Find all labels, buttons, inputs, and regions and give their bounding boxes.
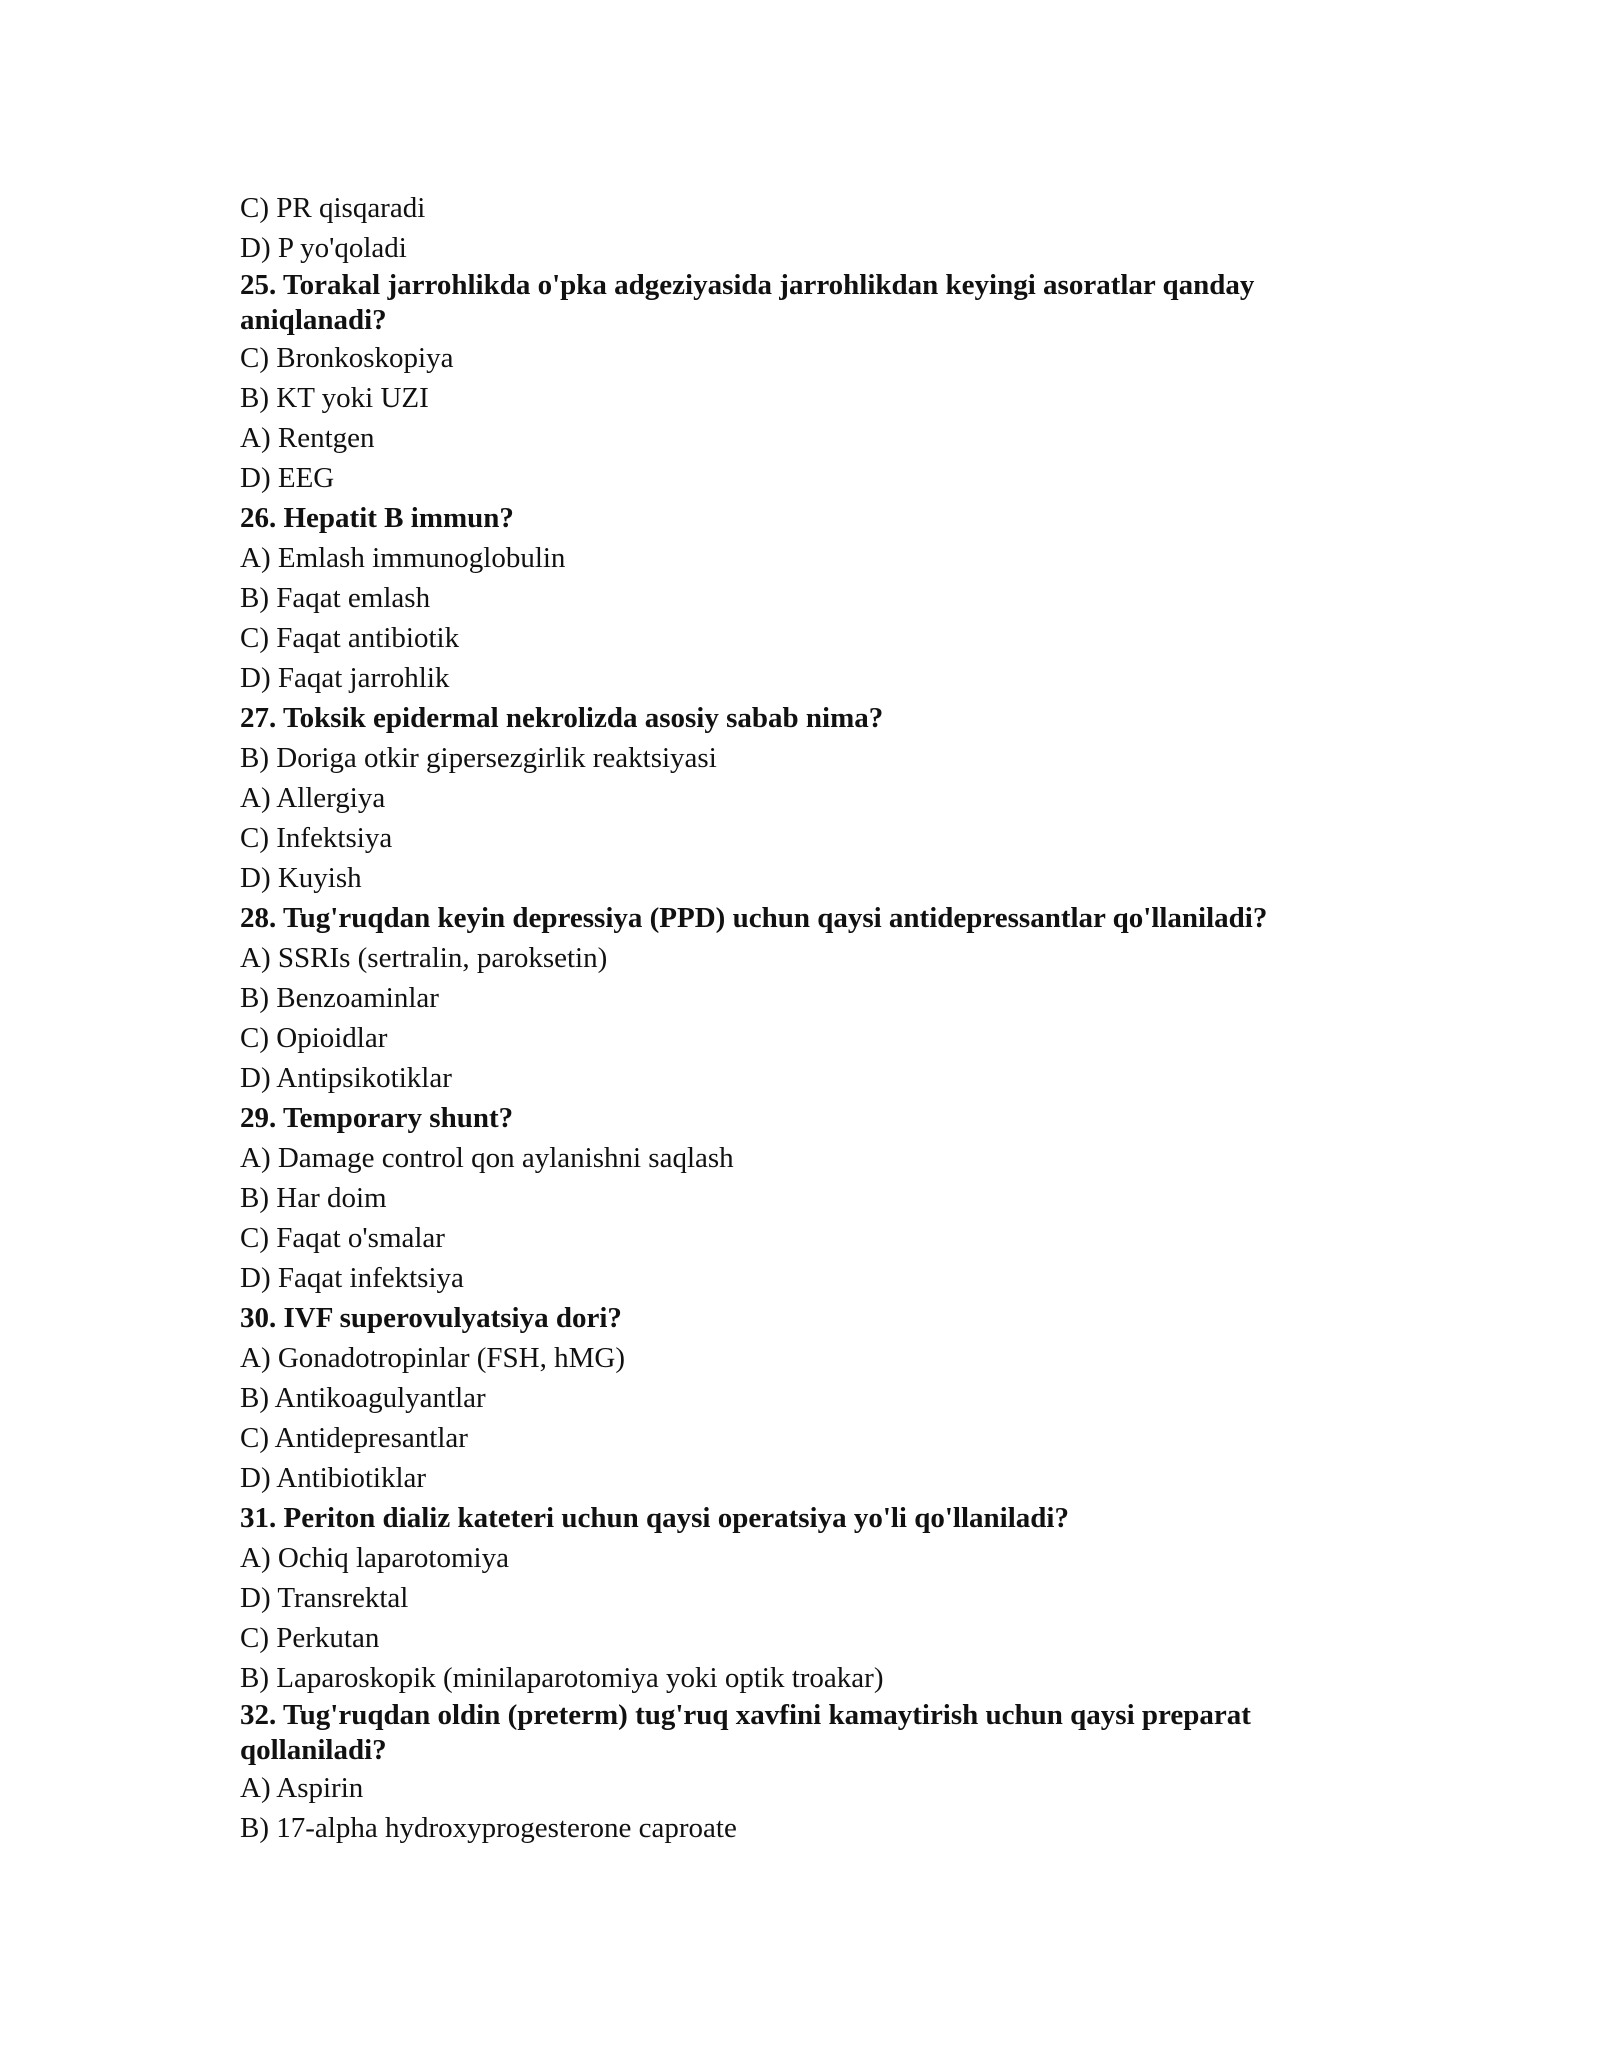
option-line: D) Kuyish bbox=[240, 862, 362, 894]
document-page bbox=[240, 188, 1380, 1848]
question-title: 28. Tug'ruqdan keyin depressiya (PPD) uchun qaysi antidepressantlar qo'llaniladi? bbox=[240, 902, 1268, 934]
option-line: C) Faqat o'smalar bbox=[240, 1222, 445, 1254]
option-line: C) Faqat antibiotik bbox=[240, 622, 460, 654]
question-title: 29. Temporary shunt? bbox=[240, 1102, 514, 1134]
question-title: 27. Toksik epidermal nekrolizda asosiy sabab nima? bbox=[240, 702, 884, 734]
option-line: C) PR qisqaradi bbox=[240, 192, 426, 224]
option-line: C) Perkutan bbox=[240, 1622, 380, 1654]
option-line: A) Emlash immunoglobulin bbox=[240, 542, 566, 574]
option-line: D) Faqat jarrohlik bbox=[240, 662, 450, 694]
question-title: 32. Tug'ruqdan oldin (preterm) tug'ruq xavfini kamaytirish uchun qaysi preparat qollaniladi? bbox=[240, 1699, 1251, 1766]
option-line: D) Antipsikotiklar bbox=[240, 1062, 452, 1094]
option-line: A) Ochiq laparotomiya bbox=[240, 1542, 509, 1574]
option-line: B) Doriga otkir gipersezgirlik reaktsiyasi bbox=[240, 742, 717, 774]
option-line: A) Damage control qon aylanishni saqlash bbox=[240, 1142, 734, 1174]
option-line: B) Har doim bbox=[240, 1182, 387, 1214]
option-line: B) Laparoskopik (minilaparotomiya yoki optik troakar) bbox=[240, 1662, 884, 1694]
option-line: D) Faqat infektsiya bbox=[240, 1262, 464, 1294]
option-line: D) P yo'qoladi bbox=[240, 232, 407, 264]
option-line: D) EEG bbox=[240, 462, 335, 494]
option-line: A) Allergiya bbox=[240, 782, 386, 814]
option-line: B) Benzoaminlar bbox=[240, 982, 439, 1014]
question-title: 26. Hepatit B immun? bbox=[240, 502, 514, 534]
question-title: 31. Periton dializ kateteri uchun qaysi operatsiya yo'li qo'llaniladi? bbox=[240, 1502, 1069, 1534]
option-line: A) Gonadotropinlar (FSH, hMG) bbox=[240, 1342, 626, 1374]
option-line: B) KT yoki UZI bbox=[240, 382, 429, 414]
question-title: 25. Torakal jarrohlikda o'pka adgeziyasida jarrohlikdan keyingi asoratlar qanday aniqlanadi? bbox=[240, 269, 1255, 336]
option-line: A) Aspirin bbox=[240, 1772, 364, 1804]
option-line: D) Transrektal bbox=[240, 1582, 409, 1614]
option-line: C) Antidepresantlar bbox=[240, 1422, 468, 1454]
option-line: C) Bronkoskopiya bbox=[240, 342, 454, 374]
option-line: B) 17-alpha hydroxyprogesterone caproate bbox=[240, 1812, 737, 1844]
question-title: 30. IVF superovulyatsiya dori? bbox=[240, 1302, 622, 1334]
option-line: D) Antibiotiklar bbox=[240, 1462, 427, 1494]
option-line: B) Faqat emlash bbox=[240, 582, 431, 614]
option-line: B) Antikoagulyantlar bbox=[240, 1382, 486, 1414]
option-line: A) SSRIs (sertralin, paroksetin) bbox=[240, 942, 608, 974]
option-line: A) Rentgen bbox=[240, 422, 375, 454]
option-line: C) Opioidlar bbox=[240, 1022, 388, 1054]
option-line: C) Infektsiya bbox=[240, 822, 393, 854]
